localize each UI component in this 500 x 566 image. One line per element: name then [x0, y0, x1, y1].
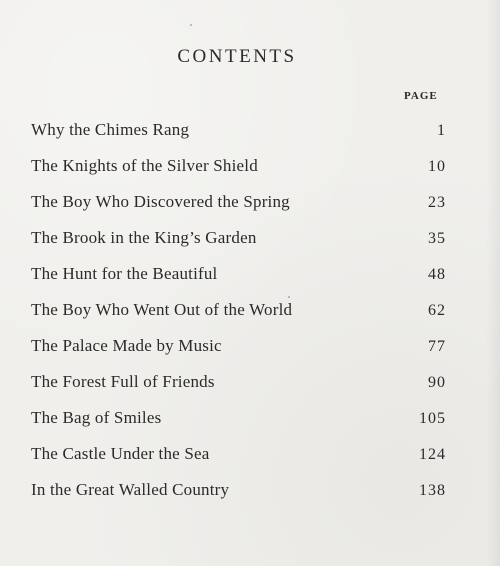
entry-page-number: 77 — [428, 338, 446, 355]
entry-title: The Palace Made by Music — [31, 336, 222, 355]
entry-page-number: 62 — [428, 302, 446, 319]
entry-title: Why the Chimes Rang — [31, 120, 190, 139]
entry-title: The Knights of the Silver Shield — [31, 156, 258, 175]
contents-entry — [31, 370, 446, 406]
entry-page-number: 10 — [428, 158, 446, 175]
entry-title: The Castle Under the Sea — [31, 444, 210, 463]
entry-title: The Boy Who Discovered the Spring — [31, 192, 290, 211]
contents-entry — [31, 478, 446, 514]
entry-page-number: 1 — [437, 122, 446, 139]
entry-title: The Brook in the King’s Garden — [31, 228, 257, 247]
entry-page-number: 35 — [428, 230, 446, 247]
entry-title: The Forest Full of Friends — [31, 372, 215, 391]
entry-page-number: 23 — [428, 194, 446, 211]
contents-entry — [31, 298, 446, 334]
page-edge-shadow — [486, 0, 500, 566]
entry-page-number: 90 — [428, 374, 446, 391]
contents-entry — [31, 154, 446, 190]
contents-entry — [31, 334, 446, 370]
page-column-label: PAGE — [404, 90, 438, 102]
contents-entry — [31, 442, 446, 478]
contents-entry — [31, 226, 446, 262]
entry-title: In the Great Walled Country — [31, 480, 230, 499]
entry-page-number: 48 — [428, 266, 446, 283]
paper-speck — [190, 24, 192, 26]
entry-title: The Boy Who Went Out of the World — [31, 300, 293, 319]
entry-title: The Hunt for the Beautiful — [31, 264, 218, 283]
entry-title: The Bag of Smiles — [31, 408, 162, 427]
contents-entry — [31, 190, 446, 226]
entry-page-number: 138 — [419, 482, 446, 499]
contents-entry — [31, 118, 446, 154]
entry-page-number: 124 — [419, 446, 446, 463]
contents-entry — [31, 262, 446, 298]
contents-list — [31, 118, 446, 514]
entry-page-number: 105 — [419, 410, 446, 427]
contents-entry — [31, 406, 446, 442]
contents-heading: CONTENTS — [177, 46, 297, 67]
